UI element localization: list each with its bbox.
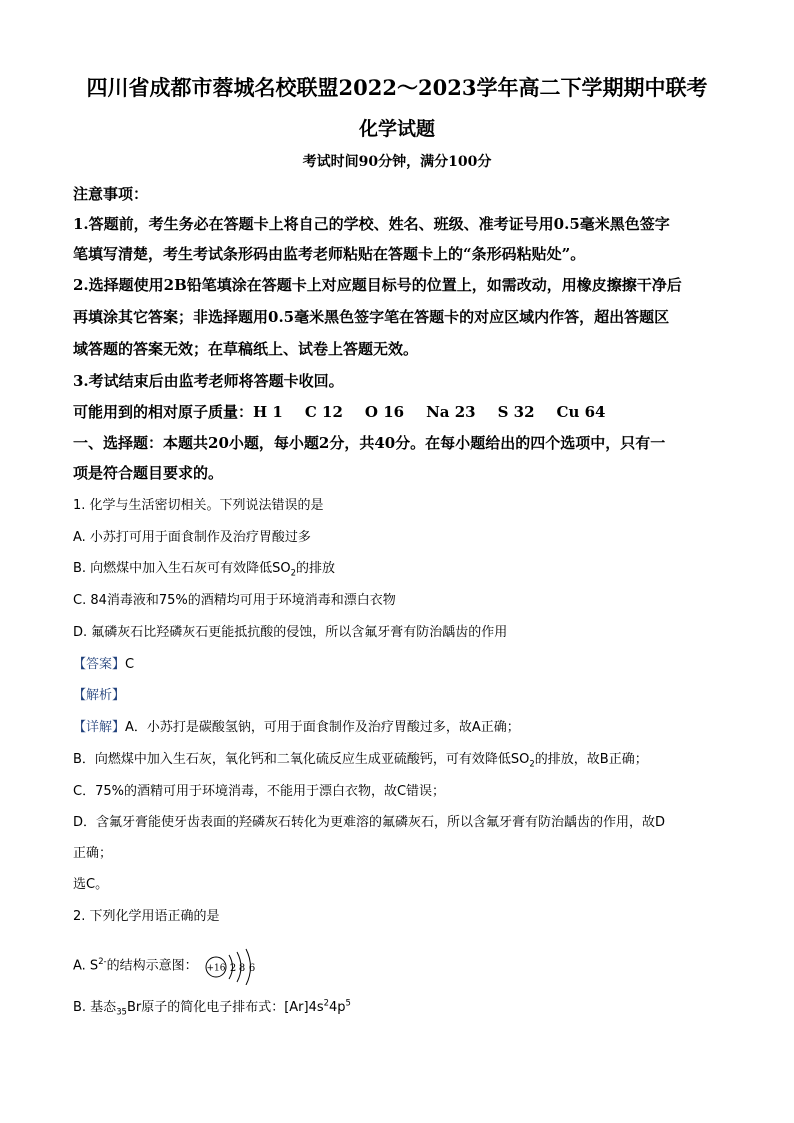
q1-detail-a	[73, 716, 520, 735]
q2-option-b-text: B. 基态	[73, 1000, 117, 1015]
atomic-mass-line	[73, 401, 606, 422]
q2-option-b-sup-1: 2	[323, 997, 330, 1008]
q1-detail-label: 【详解】	[73, 720, 126, 735]
q2-option-a	[73, 947, 264, 985]
q2-option-a-superscript: 2-	[98, 956, 107, 967]
q2-option-b-subscript: 35	[116, 1006, 127, 1017]
q1-answer-value: C	[125, 657, 135, 672]
notice-item-1-line-2: 笔填写清楚，考生考试条形码由监考老师粘贴在答题卡上的“条形码粘贴处”。	[73, 245, 586, 263]
atomic-mass-na: Na 23	[426, 403, 476, 421]
q1-detail-a-text: A．小苏打是碳酸氢钠，可用于面食制作及治疗胃酸过多，故A正确；	[125, 720, 520, 735]
atomic-mass-c: C 12	[304, 403, 343, 421]
q2-stem: 2. 下列化学用语正确的是	[73, 909, 220, 924]
q1-detail-d-line-1: D．含氟牙膏能使牙齿表面的羟磷灰石转化为更难溶的氟磷灰石，所以含氟牙膏有防治龋齿的作用，故D	[73, 815, 666, 830]
notice-item-1-line-1: 1.答题前，考生务必在答题卡上将自己的学校、姓名、班级、准考证号用0.5毫米黑色签字	[73, 215, 670, 233]
atomic-mass-label: 可能用到的相对原子质量：	[73, 403, 254, 421]
q1-detail-d-line-2: 正确；	[73, 846, 113, 861]
atomic-mass-s: S 32	[497, 403, 535, 421]
q2-option-a-tail: 的结构示意图：	[106, 958, 198, 974]
q1-detail-b	[73, 748, 648, 767]
q1-option-b-tail: 的排放	[296, 561, 336, 576]
sulfide-ion-structure-diagram	[204, 947, 264, 985]
exam-title: 四川省成都市蓉城名校联盟2022～2023学年高二下学期期中联考	[86, 75, 708, 100]
notice-heading: 注意事项：	[73, 185, 149, 203]
exam-subtitle: 化学试题	[358, 118, 435, 140]
q1-detail-b-tail: 的排放，故B正确；	[534, 752, 648, 767]
q1-option-b	[73, 557, 335, 576]
q1-option-b-subscript: 2	[290, 567, 297, 578]
q2-option-b-sup-2: 5	[345, 997, 351, 1008]
atomic-mass-h: H 1	[253, 403, 283, 421]
q2-option-b-mid-2: 4p	[329, 1000, 346, 1015]
q1-conclusion: 选C。	[73, 877, 109, 892]
notice-item-3: 3.考试结束后由监考老师将答题卡收回。	[73, 372, 344, 390]
q1-detail-b-text: B．向燃煤中加入生石灰，氧化钙和二氧化硫反应生成亚硫酸钙，可有效降低SO	[73, 752, 530, 767]
notice-item-2-line-1: 2.选择题使用2B铅笔填涂在答题卡上对应题目标号的位置上，如需改动，用橡皮擦擦干净后	[73, 276, 682, 294]
q1-option-d: D. 氟磷灰石比羟磷灰石更能抵抗酸的侵蚀，所以含氟牙膏有防治龋齿的作用	[73, 625, 508, 640]
atomic-mass-cu: Cu 64	[556, 403, 606, 421]
section-1-heading-line-2: 项是符合题目要求的。	[73, 464, 224, 482]
q2-option-b-mid: Br原子的简化电子排布式：[Ar]4s	[126, 1000, 324, 1015]
q1-option-a: A. 小苏打可用于面食制作及治疗胃酸过多	[73, 530, 311, 545]
q1-answer	[73, 653, 134, 672]
nucleus-charge: +16	[206, 963, 226, 974]
notice-item-2-line-2: 再填涂其它答案；非选择题用0.5毫米黑色签字笔在答题卡的对应区域内作答，超出答题区	[73, 308, 670, 326]
shell-3-electrons: 6	[248, 963, 255, 974]
q1-option-b-text: B. 向燃煤中加入生石灰可有效降低SO	[73, 561, 291, 576]
exam-info: 考试时间90分钟，满分100分	[302, 154, 492, 170]
atomic-mass-o: O 16	[364, 403, 405, 421]
q1-analysis-label: 【解析】	[73, 688, 126, 703]
q1-answer-label: 【答案】	[73, 657, 126, 672]
q1-detail-c: C．75%的酒精可用于环境消毒，不能用于漂白衣物，故C错误；	[73, 784, 446, 799]
q1-stem: 1. 化学与生活密切相关。下列说法错误的是	[73, 498, 324, 513]
shell-2-electrons: 8	[238, 963, 245, 974]
q2-option-b	[73, 996, 351, 1015]
shell-1-electrons: 2	[229, 963, 236, 974]
q2-option-a-text: A. S	[73, 958, 99, 974]
q1-option-c: C. 84消毒液和75%的酒精均可用于环境消毒和漂白衣物	[73, 593, 396, 608]
q1-detail-b-subscript: 2	[529, 758, 535, 769]
section-1-heading-line-1: 一、选择题：本题共20小题，每小题2分，共40分。在每小题给出的四个选项中，只有一	[73, 434, 666, 452]
notice-item-2-line-3: 域答题的答案无效；在草稿纸上、试卷上答题无效。	[73, 340, 419, 358]
